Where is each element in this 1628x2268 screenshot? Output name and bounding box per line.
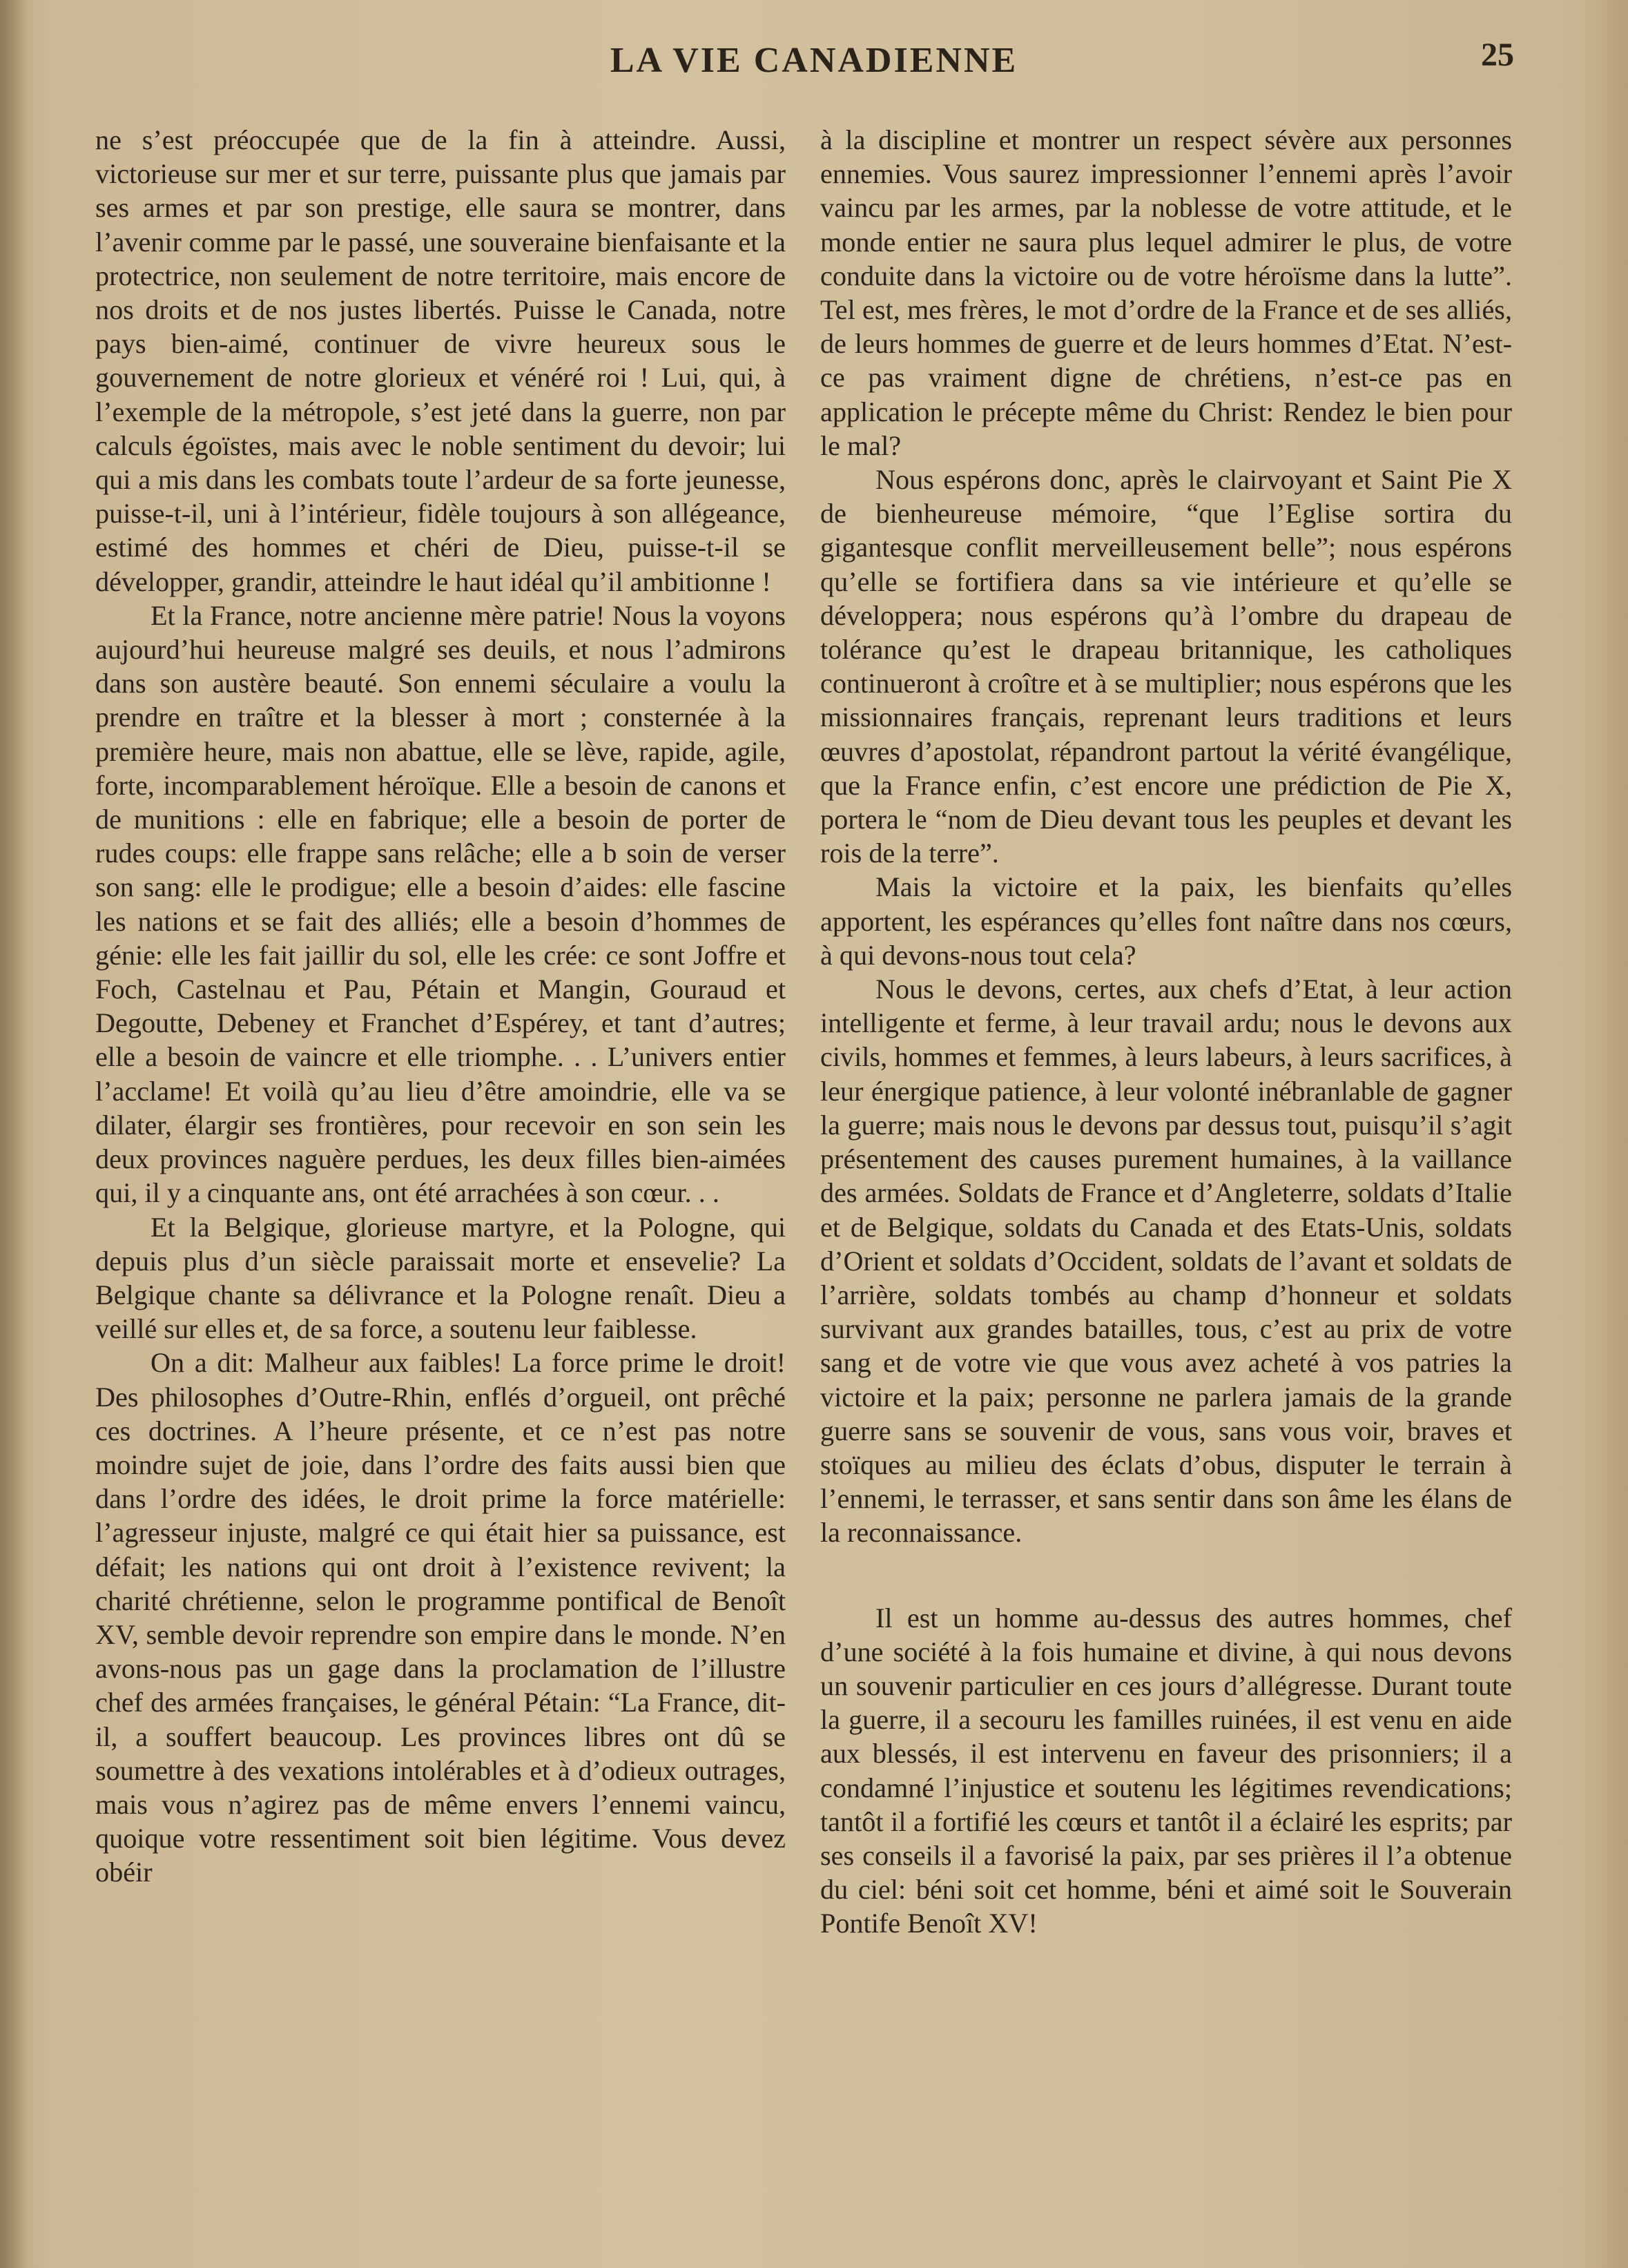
right-column: [820, 123, 1512, 1941]
paragraph: Mais la victoire et la paix, les bienfaits qu’elles apportent, les espérances qu’elles font naître dans nos cœurs, à qui devons-nous tout cela?: [820, 871, 1512, 971]
left-column: [95, 123, 786, 1890]
paragraph: ne s’est préoccupée que de la fin à atteindre. Aussi, victorieuse sur mer et sur terre, puissante plus que jamais par ses armes et par son prestige, elle saura se montrer, dans l’avenir comme par le passé, une souveraine bienfaisante et la protectrice, non seulement de notre territoire, mais encore de nos droits et de nos justes libertés. Puisse le Canada, notre pays bien-aimé, continuer de vivre heureux sous le gouvernement de notre glorieux et vénéré roi ! Lui, qui, à l’exemple de la métropole, s’est jeté dans la guerre, non par calculs égoïstes, mais avec le noble sentiment du devoir; lui qui a mis dans les combats toute l’ardeur de sa forte jeunesse, puisse-t-il, uni à l’intérieur, fidèle toujours à son allégeance, estimé des hommes et chéri de Dieu, puisse-t-il se développer, grandir, atteindre le haut idéal qu’il ambitionne !: [95, 124, 786, 597]
paragraph: Nous le devons, certes, aux chefs d’Etat, à leur action intelligente et ferme, à leur travail ardu; nous le devons aux civils, hommes et femmes, à leurs labeurs, à leurs sacrifices, à leur énergique patience, à leur volonté inébranlable de gagner la guerre; mais nous le devons par dessus tout, puisqu’il s’agit présentement des causes purement humaines, à la vaillance des armées. Soldats de France et d’Angleterre, soldats d’Italie et de Belgique, soldats du Canada et des Etats-Unis, soldats d’Orient et soldats d’Occident, soldats de l’avant et soldats de l’arrière, soldats tombés au champ d’honneur et soldats survivant aux grandes batailles, tous, c’est au prix de votre sang et de votre vie que vous avez acheté à vos patries la victoire et la paix; personne ne parlera jamais de la grande guerre sans se souvenir de vous, sans vous voir, braves et stoïques au milieu des éclats d’obus, disputer le terrain à l’ennemi, le terrasser, et sans sentir dans son âme les élans de la reconnaissance.: [820, 973, 1512, 1549]
paragraph: On a dit: Malheur aux faibles! La force prime le droit! Des philosophes d’Outre-Rhin, enflés d’orgueil, ont prêché ces doctrines. A l’heure présente, et ce n’est pas notre moindre sujet de joie, dans l’ordre des faits aussi bien que dans l’ordre des idées, le droit prime la force matérielle: l’agresseur injuste, malgré ce qui était hier sa puissance, est défait; les nations qui ont droit à l’existence revivent; la charité chrétienne, selon le programme pontifical de Benoît XV, semble devoir reprendre son empire dans le monde. N’en avons-nous pas un gage dans la proclamation de l’illustre chef des armées françaises, le général Pétain: “La France, dit-il, a souffert beaucoup. Les provinces libres ont dû se soumettre à des vexations intolérables et à d’odieux outrages, mais vous n’agirez pas de même envers l’ennemi vaincu, quoique votre ressentiment soit bien légitime. Vous devez obéir: [95, 1347, 786, 1888]
paragraph: Et la Belgique, glorieuse martyre, et la Pologne, qui depuis plus d’un siècle paraissait morte et ensevelie? La Belgique chante sa délivrance et la Pologne renaît. Dieu a veillé sur elles et, de sa force, a soutenu leur faiblesse.: [95, 1211, 786, 1345]
paragraph: à la discipline et montrer un respect sévère aux personnes ennemies. Vous saurez impressionner l’ennemi après l’avoir vaincu par les armes, par la noblesse de votre attitude, et le monde entier ne saura plus lequel admirer le plus, de votre conduite dans la victoire ou de votre héroïsme dans la lutte”. Tel est, mes frères, le mot d’ordre de la France et de ses alliés, de leurs hommes de guerre et de leurs hommes d’Etat. N’est-ce pas vraiment digne de chrétiens, n’est-ce pas en application le précepte même du Christ: Rendez le bien pour le mal?: [820, 124, 1512, 461]
paragraph: Nous espérons donc, après le clairvoyant et Saint Pie X de bienheureuse mémoire, “que l’Eglise sortira du gigantesque conflit merveilleusement belle”; nous espérons qu’elle se fortifiera dans sa vie intérieure et qu’elle se développera; nous espérons qu’à l’ombre du drapeau de tolérance qu’est le drapeau britannique, les catholiques continueront à croître et à se multiplier; nous espérons que les missionnaires français, reprenant leurs traditions et leurs œuvres d’apostolat, répandront partout la vérité évangélique, que la France enfin, c’est encore une prédiction de Pie X, portera le “nom de Dieu devant tous les peuples et devant les rois de la terre”.: [820, 464, 1512, 869]
page-gutter-shadow: [0, 0, 28, 2268]
running-title: LA VIE CANADIENNE: [610, 41, 1018, 80]
paragraph: Il est un homme au-dessus des autres hommes, chef d’une société à la fois humaine et divine, à qui nous devons un souvenir particulier en ces jours d’allégresse. Durant toute la guerre, il a secouru les familles ruinées, il est venu en aide aux blessés, il est intervenu en faveur des prisonniers; il a condamné l’injustice et soutenu les légitimes revendications; tantôt il a fortifié les cœurs et tantôt il a éclairé les esprits; par ses conseils il a favorisé la paix, par ses prières il l’a obtenue du ciel: béni soit cet homme, béni et aimé soit le Souverain Pontife Benoît XV!: [820, 1602, 1512, 1939]
page-number: 25: [1481, 37, 1514, 73]
paragraph: Et la France, notre ancienne mère patrie! Nous la voyons aujourd’hui heureuse malgré ses deuils, et nous l’admirons dans son austère beauté. Son ennemi séculaire a voulu la prendre en traître et la blesser à mort ; consternée à la première heure, mais non abattue, elle se lève, rapide, agile, forte, incomparablement héroïque. Elle a besoin de canons et de munitions : elle en fabrique; elle a besoin de porter de rudes coups: elle frappe sans relâche; elle a b soin de verser son sang: elle le prodigue; elle a besoin d’aides: elle fascine les nations et se fait des alliés; elle a besoin d’hommes de génie: elle les fait jaillir du sol, elle les crée: ce sont Joffre et Foch, Castelnau et Pau, Pétain et Mangin, Gouraud et Degoutte, Debeney et Franchet d’Espérey, et tant d’autres; elle a besoin de vaincre et elle triomphe. . . L’univers entier l’acclame! Et voilà qu’au lieu d’être amoindrie, elle va se dilater, élargir ses frontières, pour recevoir en son sein les deux provinces naguère perdues, les deux filles bien-aimées qui, il y a cinquante ans, ont été arrachées à son cœur. . .: [95, 599, 786, 1209]
section-break: [820, 1550, 1512, 1601]
